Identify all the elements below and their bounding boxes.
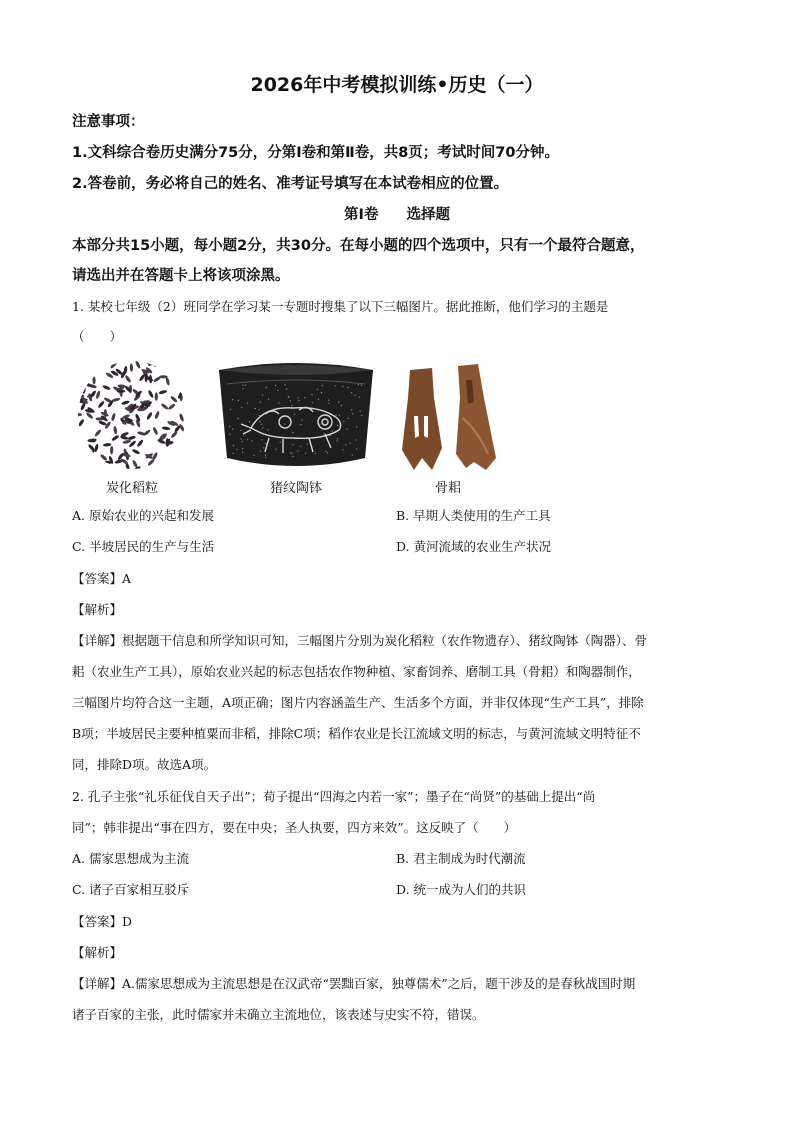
rice-grain: [111, 434, 120, 441]
bowl-speckle: [259, 415, 260, 416]
section-name: 选择题: [406, 207, 450, 223]
rice-grain: [94, 429, 102, 437]
bowl-speckle: [355, 395, 356, 396]
bowl-speckle: [267, 429, 268, 430]
notice-item-1: 1.文科综合卷历史满分75分，分第Ⅰ卷和第Ⅱ卷，共8页；考试时间70分钟。: [72, 145, 559, 161]
bowl-speckle: [292, 444, 293, 445]
q1-detail-5: 同，排除D项。故选A项。: [72, 757, 217, 772]
bowl-speckle: [358, 384, 359, 385]
bowl-speckle: [290, 400, 291, 401]
bowl-speckle: [331, 420, 332, 421]
rice-grain: [147, 458, 155, 466]
bowl-speckle: [247, 403, 248, 404]
bowl-speckle: [351, 392, 352, 393]
rice-grain: [135, 360, 142, 369]
bowl-speckle: [338, 401, 339, 402]
rice-grain: [117, 390, 125, 393]
bowl-speckle: [318, 399, 319, 400]
q2-option-d[interactable]: D. 统一成为人们的共识: [396, 882, 527, 897]
bowl-speckle: [230, 409, 231, 410]
bowl-speckle: [247, 439, 248, 440]
rice-grain: [178, 444, 186, 452]
bowl-speckle: [229, 434, 230, 435]
rice-grain: [97, 400, 105, 408]
bowl-speckle: [359, 397, 360, 398]
bowl-speckle: [242, 385, 243, 386]
bowl-speckle: [275, 449, 276, 450]
bowl-speckle: [233, 445, 234, 446]
q1-detail-2: 耜（农业生产工具），原始农业兴起的标志包括农作物种植、家畜饲养、磨制工具（骨耜）和陶器制作，: [72, 664, 641, 679]
bowl-speckle: [233, 453, 234, 454]
rice-grain: [158, 389, 167, 394]
bowl-speckle: [240, 430, 241, 431]
bowl-speckle: [238, 418, 239, 419]
rice-grain: [95, 390, 101, 399]
bowl-speckle: [325, 451, 326, 452]
q1-detail-4: B项；半坡居民主要种植粟而非稻，排除C项；稻作农业是长江流域文明的标志，与黄河流域文明特征不: [72, 726, 641, 741]
rice-grain: [78, 444, 87, 450]
rice-grain: [103, 443, 112, 447]
bowl-speckle: [285, 384, 286, 385]
bowl-speckle: [292, 432, 293, 433]
rice-grain: [74, 464, 82, 472]
rice-grain: [87, 450, 96, 458]
bowl-speckle: [286, 388, 287, 389]
bowl-speckle: [298, 397, 299, 398]
bowl-speckle: [345, 444, 346, 445]
bowl-speckle: [319, 424, 320, 425]
rice-grain: [136, 439, 144, 448]
rice-grain: [76, 384, 83, 393]
bowl-speckle: [348, 418, 349, 419]
bowl-speckle: [356, 448, 357, 449]
bowl-speckle: [242, 448, 243, 449]
rice-grain: [121, 400, 130, 406]
bowl-speckle: [321, 392, 322, 393]
bowl-speckle: [337, 425, 338, 426]
q2-answer: 【答案】D: [72, 914, 133, 929]
q2-stem-1: 2. 孔子主张“礼乐征伐自天子出”；荀子提出“四海之内若一家”；墨子在“尚贤”的基础上提出“尚: [72, 789, 596, 804]
rice-grain: [113, 426, 118, 435]
rice-grain: [179, 413, 185, 422]
instructions-line-2: 请选出并在答题卡上将该项涂黑。: [72, 268, 290, 284]
bowl-speckle: [265, 457, 266, 458]
q2-option-c[interactable]: C. 诸子百家相互驳斥: [72, 882, 190, 897]
bowl-speckle: [337, 440, 338, 441]
bowl-speckle: [332, 430, 333, 431]
bowl-speckle: [339, 415, 340, 416]
rice-grain: [83, 373, 90, 382]
bowl-speckle: [294, 414, 295, 415]
bowl-speckle: [330, 435, 331, 436]
bowl-speckle: [315, 453, 316, 454]
q1-answer: 【答案】A: [72, 571, 132, 586]
rice-grain: [152, 427, 159, 436]
bowl-speckle: [251, 440, 252, 441]
rice-grain: [163, 464, 172, 472]
bowl-speckle: [254, 455, 255, 456]
rice-grain: [165, 377, 170, 386]
q2-detail-2: 诸子百家的主张，此时儒家并未确立主流地位，该表述与史实不符，错误。: [72, 1007, 485, 1022]
rice-grain: [74, 413, 82, 416]
bowl-speckle: [356, 426, 357, 427]
bowl-speckle: [232, 399, 233, 400]
bowl-speckle: [278, 402, 279, 403]
rice-grain: [170, 395, 178, 403]
bowl-speckle: [323, 423, 324, 424]
bowl-speckle: [291, 453, 292, 454]
section-heading: [0, 203, 794, 224]
bowl-speckle: [311, 394, 312, 395]
bowl-speckle: [277, 390, 278, 391]
bowl-speckle: [301, 420, 302, 421]
bowl-speckle: [265, 455, 266, 456]
bowl-speckle: [238, 400, 239, 401]
bowl-speckle: [317, 389, 318, 390]
bowl-speckle: [304, 397, 305, 398]
bowl-speckle: [350, 443, 351, 444]
bowl-speckle: [260, 402, 261, 403]
bowl-speckle: [292, 456, 293, 457]
bowl-speckle: [243, 388, 244, 389]
rice-grain: [169, 462, 178, 467]
bowl-speckle: [300, 424, 301, 425]
rice-grain: [87, 444, 95, 452]
bowl-speckle: [262, 427, 263, 428]
q1-detail-3: 三幅图片均符合这一主题，A项正确；图片内容涵盖生产、生活多个方面，并非仅体现“生产工具”，排除: [72, 695, 644, 710]
bowl-speckle: [340, 428, 341, 429]
rice-grain: [127, 435, 136, 440]
bowl-speckle: [248, 426, 249, 427]
bowl-speckle: [351, 409, 352, 410]
bowl-speckle: [255, 408, 256, 409]
notice-heading: 注意事项：: [72, 114, 145, 130]
rice-grain: [100, 460, 106, 469]
rice-grain: [92, 361, 100, 364]
rice-grain: [155, 392, 158, 400]
rice-grain: [153, 376, 162, 383]
bowl-speckle: [312, 402, 313, 403]
rice-grain: [83, 375, 88, 384]
rice-grain: [122, 439, 131, 444]
bowl-speckle: [320, 437, 321, 438]
bowl-speckle: [346, 428, 347, 429]
bowl-speckle: [328, 400, 329, 401]
bowl-speckle: [327, 452, 328, 453]
bowl-speckle: [335, 385, 336, 386]
bowl-speckle: [352, 454, 353, 455]
rice-grain: [154, 411, 160, 420]
bowl-speckle: [265, 443, 266, 444]
bowl-speckle: [307, 444, 308, 445]
rice-grain: [167, 403, 176, 411]
bowl-speckle: [352, 413, 353, 414]
q1-option-a[interactable]: A. 原始农业的兴起和发展: [72, 508, 214, 523]
bowl-speckle: [356, 439, 357, 440]
pig-pattern-bowl-image: [213, 358, 379, 473]
rice-grain: [111, 413, 117, 422]
q1-option-b[interactable]: B. 早期人类使用的生产工具: [396, 508, 551, 523]
bowl-speckle: [260, 451, 261, 452]
bowl-speckle: [322, 385, 323, 386]
bowl-speckle: [305, 453, 306, 454]
rice-grain: [143, 429, 152, 437]
rice-grain: [132, 448, 141, 455]
rice-grain: [130, 363, 134, 372]
bowl-speckle: [280, 442, 281, 443]
rice-grain: [124, 375, 131, 384]
bowl-speckle: [232, 429, 233, 430]
bowl-speckle: [236, 449, 237, 450]
rice-grain: [85, 412, 93, 420]
rice-grain: [102, 384, 111, 390]
rice-grain: [82, 385, 86, 394]
bowl-speckle: [262, 439, 263, 440]
bowl-speckle: [242, 452, 243, 453]
bowl-speckle: [262, 394, 263, 395]
bowl-speckle: [300, 446, 301, 447]
q1-stem-1: 1. 某校七年级（2）班同学在学习某一专题时搜集了以下三幅图片。据此推断，他们学习的主题是: [72, 299, 609, 314]
q2-option-b[interactable]: B. 君主制成为时代潮流: [396, 851, 526, 866]
bowl-speckle: [284, 424, 285, 425]
bowl-speckle: [327, 420, 328, 421]
bowl-speckle: [268, 399, 269, 400]
bowl-speckle: [292, 437, 293, 438]
bone-spade-image: [388, 358, 508, 473]
bowl-speckle: [291, 405, 292, 406]
bowl-speckle: [341, 405, 342, 406]
instructions-line-1: 本部分共15小题，每小题2分，共30分。在每小题的四个选项中，只有一个最符合题意，: [72, 238, 645, 254]
rice-grain: [179, 466, 188, 471]
bowl-speckle: [261, 424, 262, 425]
rice-grain: [146, 411, 153, 420]
rice-grain: [151, 359, 158, 368]
bowl-speckle: [324, 433, 325, 434]
q1-stem-2: （ ）: [72, 329, 123, 344]
q2-analysis-label: 【解析】: [72, 945, 123, 960]
bowl-speckle: [360, 411, 361, 412]
notice-item-2: 2.答卷前，务必将自己的姓名、准考证号填写在本试卷相应的位置。: [72, 176, 509, 192]
rice-grain: [178, 455, 187, 462]
q2-detail-1: 【详解】A.儒家思想成为主流思想是在汉武帝“罢黜百家，独尊儒术”之后，题干涉及的是春秋战国时期: [72, 976, 636, 991]
bowl-speckle: [298, 400, 299, 401]
bowl-speckle: [347, 387, 348, 388]
rice-grain: [100, 454, 108, 462]
bowl-speckle: [241, 438, 242, 439]
bowl-speckle: [343, 421, 344, 422]
bowl-speckle: [335, 414, 336, 415]
q1-option-d[interactable]: D. 黄河流域的农业生产状况: [396, 539, 552, 554]
bowl-speckle: [275, 385, 276, 386]
caption-bone-spade: 骨耜: [434, 481, 461, 496]
rice-grain: [82, 455, 91, 460]
rice-grain: [105, 468, 114, 472]
bowl-speckle: [266, 387, 267, 388]
rice-grain: [77, 374, 84, 383]
rice-grain: [110, 361, 118, 369]
q1-option-c[interactable]: C. 半坡居民的生产与生活: [72, 539, 215, 554]
rice-grain: [179, 369, 188, 374]
rice-grain: [110, 446, 113, 455]
bowl-speckle: [329, 403, 330, 404]
bowl-speckle: [249, 428, 250, 429]
bowl-speckle: [245, 385, 246, 386]
bowl-speckle: [297, 450, 298, 451]
bowl-speckle: [242, 441, 243, 442]
bowl-speckle: [258, 409, 259, 410]
rice-grain: [160, 403, 169, 411]
rice-grain: [147, 358, 153, 367]
rice-grain: [92, 376, 96, 385]
rice-grain: [92, 464, 100, 472]
section-part: 第Ⅰ卷: [344, 207, 379, 223]
bowl-speckle: [342, 449, 343, 450]
rice-grain: [177, 358, 184, 367]
bowl-speckle: [288, 397, 289, 398]
q2-stem-2: 同”；韩非提出“事在四方，要在中央；圣人执要，四方来效”。这反映了（ ）: [72, 820, 517, 835]
page-title: 2026年中考模拟训练•历史（一）: [250, 74, 544, 96]
bowl-speckle: [263, 447, 264, 448]
bowl-speckle: [361, 385, 362, 386]
rice-grain: [170, 430, 178, 438]
bowl-speckle: [290, 452, 291, 453]
rice-grain: [94, 444, 99, 453]
bowl-speckle: [361, 415, 362, 416]
bowl-speckle: [259, 421, 260, 422]
caption-bowl: 猪纹陶钵: [269, 481, 322, 496]
bowl-speckle: [249, 421, 250, 422]
q1-analysis-label: 【解析】: [72, 602, 123, 617]
rice-grain: [92, 364, 101, 368]
q1-detail-1: 【详解】根据题干信息和所学知识可知，三幅图片分别为炭化稻粒（农作物遗存）、猪纹陶钵（陶器）、骨: [72, 633, 648, 648]
rice-grain: [167, 461, 170, 469]
rice-grain: [181, 358, 187, 367]
rice-grain: [175, 450, 181, 459]
rice-grain: [147, 390, 154, 399]
bowl-speckle: [342, 386, 343, 387]
bowl-speckle: [241, 407, 242, 408]
q2-option-a[interactable]: A. 儒家思想成为主流: [72, 851, 189, 866]
rice-grain: [152, 452, 159, 461]
rice-grain: [93, 365, 102, 369]
rice-grain: [88, 360, 97, 366]
rice-grain: [162, 426, 171, 430]
carbonized-rice-image: [72, 358, 192, 473]
caption-rice: 炭化稻粒: [105, 481, 158, 496]
bowl-speckle: [229, 426, 230, 427]
rice-grain: [78, 419, 85, 428]
bowl-speckle: [337, 438, 338, 439]
